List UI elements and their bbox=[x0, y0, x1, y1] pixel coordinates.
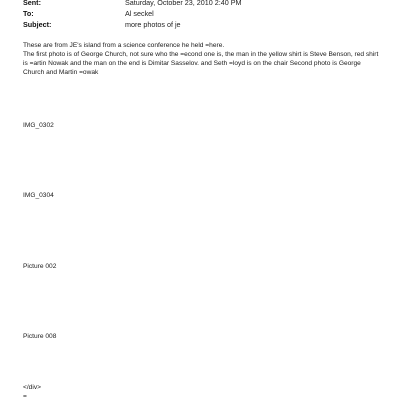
sent-value: Saturday, October 23, 2010 2:40 PM bbox=[125, 0, 242, 7]
subject-value: more photos of je bbox=[125, 20, 181, 29]
sent-row bbox=[23, 0, 383, 8]
attachment-label: Picture 008 bbox=[23, 333, 57, 340]
to-label: To: bbox=[23, 9, 34, 18]
sent-label: Sent: bbox=[23, 0, 41, 7]
trailing-line: = bbox=[23, 393, 27, 400]
email-body bbox=[23, 41, 379, 77]
attachment-label: Picture 002 bbox=[23, 263, 57, 270]
body-line-intro: These are from JE's island from a science conference he held =here. bbox=[23, 42, 225, 49]
subject-row bbox=[23, 19, 383, 30]
subject-label: Subject: bbox=[23, 20, 52, 29]
trailing-line: </div> bbox=[23, 384, 41, 391]
trailing-markup bbox=[23, 383, 41, 401]
email-header bbox=[23, 0, 383, 30]
attachment-label: IMG_0304 bbox=[23, 192, 54, 199]
attachment-label: IMG_0302 bbox=[23, 122, 54, 129]
to-row bbox=[23, 8, 383, 19]
to-value: Al seckel bbox=[125, 9, 154, 18]
body-line-description: The first photo is of George Church, not sure who the =econd one is, the man in the yellow shirt is Steve Benson, red shirt is =artin Nowak and the man on the end is Dimitar Sasselov. and Seth =loyd is on the chair Second photo is George Church and Martin =owak bbox=[23, 51, 379, 76]
